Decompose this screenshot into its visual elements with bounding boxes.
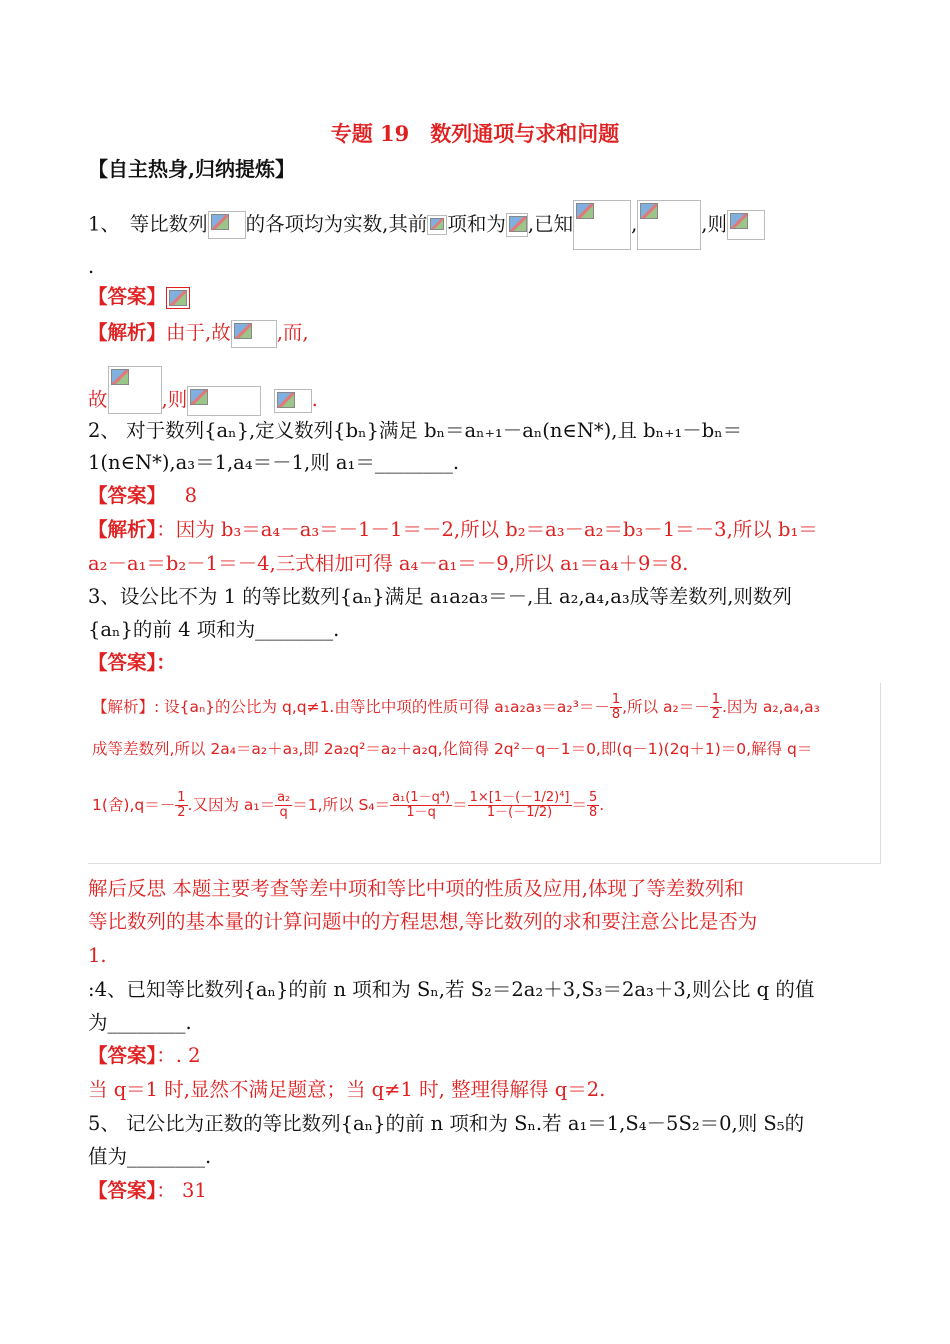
q1-text-3: ,已知 [527,212,574,236]
numerator: 1 [711,692,720,707]
broken-image-icon [274,389,312,413]
solution-label: 【解析】 [88,518,157,541]
answer-value: ： 31 [156,1179,207,1202]
s3-text: ＝ [571,796,588,814]
broken-image-icon [727,210,765,240]
question-2-line-1: 2、 对于数列{aₙ},定义数列{bₙ}满足 bₙ＝aₙ₊₁－aₙ(n∈N*),且 bₙ₊₁－bₙ＝ [88,419,743,442]
denominator: 8 [589,805,598,820]
answer-5 [88,1176,866,1206]
denominator: q [279,805,288,820]
q1-comma: , [631,212,638,236]
broken-image-icon [427,215,447,235]
s3-text: 【解析】: 设{aₙ}的公比为 q,q≠1.由等比中项的性质可得 a₁a₂a₃＝a₂³＝－ [92,698,610,716]
s1-text-5: . [311,388,318,411]
s3-line-1 [92,693,820,722]
denominator: 8 [611,707,621,722]
solution-3-image [88,683,881,864]
q1-text-4: ,则 [701,212,727,236]
s3-text: .因为 a₂,a₄,a₃ [722,698,820,716]
denominator: 1－(－1/2) [486,805,553,820]
s1-text-4: ,则 [161,388,188,411]
broken-image-icon [166,287,190,309]
fraction [468,791,572,820]
numerator: 1 [177,790,186,805]
question-5-line-1: 5、 记公比为正数的等比数列{aₙ}的前 n 项和为 Sₙ.若 a₁＝1,S₄－5S₂＝0,则 S₅的 [88,1112,805,1135]
denominator: 2 [177,805,186,820]
numerator: a₁(1－q⁴) [392,790,451,805]
q1-prefix: 1、 等比数列 [88,212,208,236]
question-3-line-1: 3、设公比不为 1 的等比数列{aₙ}满足 a₁a₂a₃＝－,且 a₂,a₄,a₃成等差数列,则数列 [88,585,792,608]
s1-text-3: 故 [88,388,108,411]
broken-image-icon [506,213,528,237]
answer-label: 【答案】 [88,1044,157,1067]
question-3-line-2: {aₙ}的前 4 项和为________. [88,618,340,641]
fraction [610,693,622,722]
question-2-line-2: 1(n∈N*),a₃＝1,a₄＝－1,则 a₁＝________. [88,451,460,474]
s3-text: ＝ [452,796,468,814]
answer-4 [88,1041,866,1071]
q1-text-1: 的各项均为实数,其前 [245,212,428,236]
broken-image-icon [208,211,246,239]
solution-1-continued [88,366,866,416]
s3-text: 1(舍),q＝－ [92,796,176,814]
solution-label: 【解析】 [88,321,167,344]
numerator: 1 [611,692,621,707]
s3-text: ,所以 a₂＝－ [622,698,710,716]
s2-text-1: ：因为 b₃＝a₄－a₃＝－1－1＝－2,所以 b₂＝a₃－a₂＝b₃－1＝－3,所以 b₁＝ [156,518,818,541]
s3-text: . [599,796,605,814]
q1-text-2: 项和为 [447,212,506,236]
answer-label: 【答案】 [88,484,167,507]
solution-2-line-2: a₂－a₁＝b₂－1＝－4,三式相加可得 a₄－a₁＝－9,所以 a₁＝a₄＋9＝8. [88,552,689,575]
broken-image-icon [573,200,631,250]
broken-image-icon [231,320,277,348]
question-1 [88,200,866,250]
fraction [710,693,722,722]
reflection-line-3: 1. [88,944,107,967]
numerator: 5 [589,790,598,805]
fraction [275,791,292,820]
answer-label: 【答案】 [88,1179,157,1202]
s1-text-1: 由于,故 [166,321,231,344]
answer-2 [88,481,866,511]
q1-period: . [88,255,95,278]
denominator: 2 [711,707,720,722]
s1-text-2: ,而, [276,321,309,344]
numerator: a₂ [277,790,291,805]
document-title: 专题 19 数列通项与求和问题 [330,121,620,146]
solution-1 [88,318,866,348]
s3-line-2: 成等差数列,所以 2a₄＝a₂＋a₃,即 2a₂q²＝a₂＋a₂q,化简得 2q²－q－1＝0,即(q－1)(2q＋1)＝0,解得 q＝ [92,740,813,758]
answer-value: 8 [184,484,198,507]
s3-text: ＝1,所以 S₄＝ [292,796,391,814]
denominator: 1－q [406,805,436,820]
question-4-line-2: 为________. [88,1011,192,1034]
question-4-line-1: :4、已知等比数列{aₙ}的前 n 项和为 Sₙ,若 S₂＝2a₂＋3,S₃＝2a₃＋3,则公比 q 的值 [88,978,815,1001]
section-heading: 【自主热身,归纳提炼】 [88,157,295,181]
answer-value: ：. 2 [156,1044,201,1067]
answer-3: 【答案】： [88,651,176,674]
s3-line-3 [92,791,604,820]
broken-image-icon [637,200,701,250]
reflection-line-1: 解后反思 本题主要考查等差中项和等比中项的性质及应用,体现了等差数列和 [88,877,744,900]
fraction [587,791,599,820]
s3-text: .又因为 a₁＝ [187,796,276,814]
answer-1 [88,282,866,312]
solution-2-line-1 [88,515,866,545]
fraction [175,791,187,820]
solution-4: 当 q＝1 时,显然不满足题意；当 q≠1 时, 整理得解得 q＝2. [88,1078,606,1101]
fraction [390,791,452,820]
question-5-line-2: 值为________. [88,1145,212,1168]
broken-image-icon [108,366,162,414]
answer-label: 【答案】 [88,285,167,308]
broken-image-icon [187,386,261,416]
reflection-line-2: 等比数列的基本量的计算问题中的方程思想,等比数列的求和要注意公比是否为 [88,910,758,933]
numerator: 1×[1－(－1/2)⁴] [469,790,570,805]
